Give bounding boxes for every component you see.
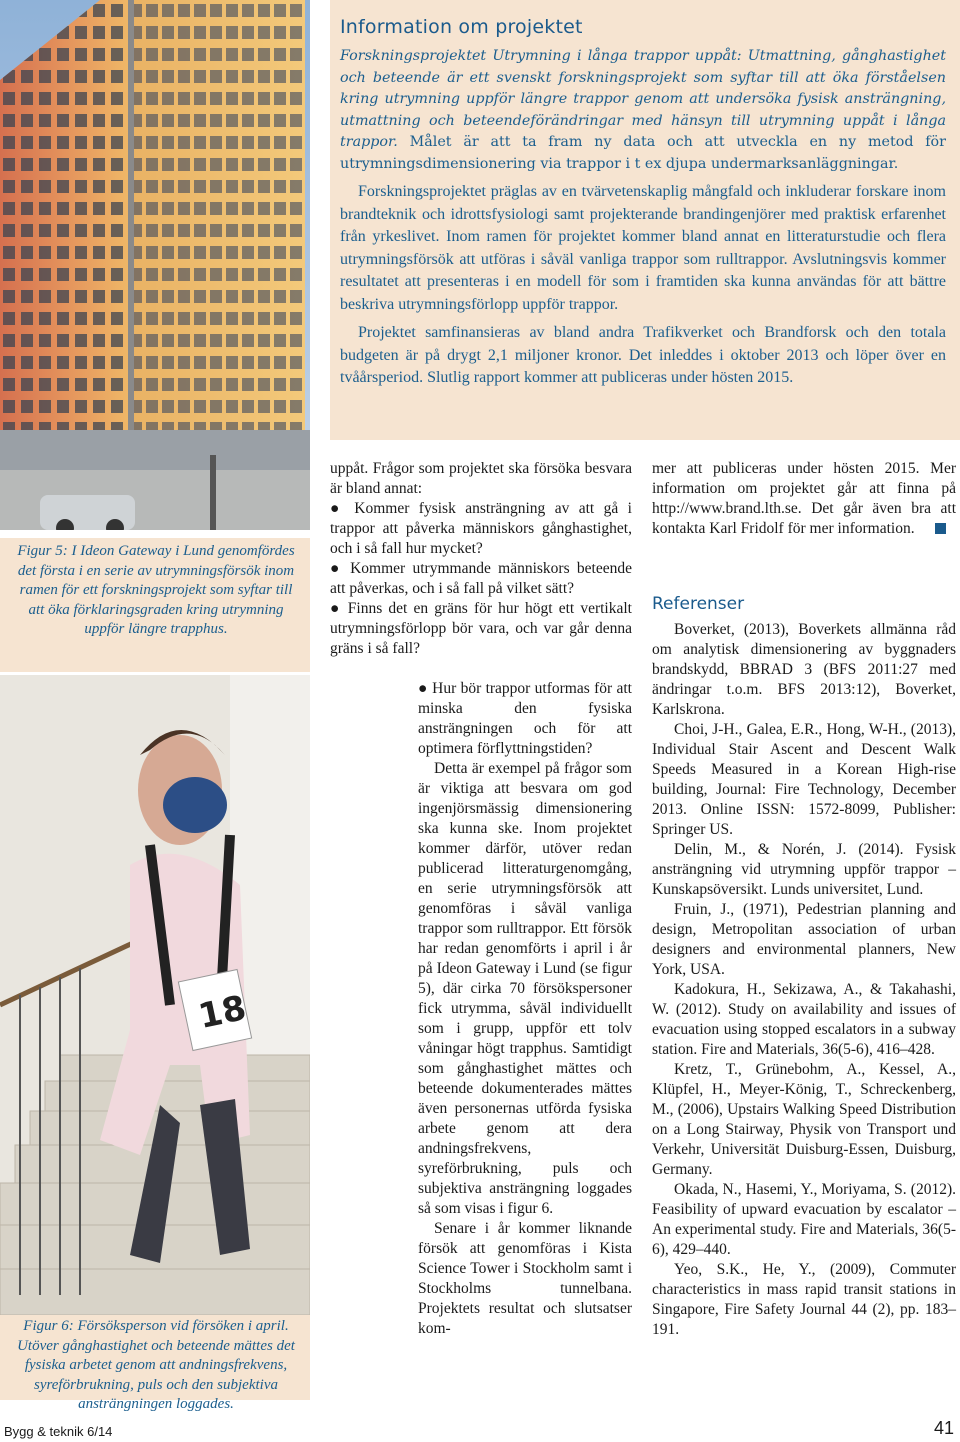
right-column-intro: [652, 459, 956, 539]
middle-column-bottom: [418, 679, 632, 1339]
info-paragraph-3: Projektet samfinansieras av bland andra Trafikverket och Brandforsk och den totala budgeten är på drygt 2,1 miljoner kronor. Det inleddes i oktober 2013 och löper över en tvåårsperiod. Slutlig rapport kommer att publiceras under hösten 2015.: [340, 324, 946, 386]
middle-paragraph-1: Detta är exempel på frågor som är viktiga att besvara om god ingenjörsmässig dimensionering ska kunna ske. Inom projektet kommer därför, utöver redan publicerad litteraturgenomgång, en serie utrymningsförsök att genomföras i såväl vanliga trappor som rulltrappor. Ett försök har redan genomförts i april i år på Ideon Gateway i Lund (se figur 5), där cirka 70 försökspersoner fick utrymma, såväl individuellt som i grupp, uppför ett tolv våningar högt trapphus. Samtidigt som gånghastighet mättes och beteende dokumenterades mättes även personernas utförda fysiska arbete genom att dera andningsfrekvens, syreförbrukning, puls och subjektiva ansträngning loggades så som visas i figur 6.: [418, 760, 632, 1217]
page-number: 41: [934, 1418, 955, 1438]
figure-5-caption: Figur 5: I Ideon Gateway i Lund genomfördes det första i en serie av utrymningsförsök inom ramen för ett forskningsprojekt som syftar till att öka förklaringsgraden kring utrymning uppför längre trapphus.: [17, 543, 295, 637]
bib-number: 18: [195, 988, 250, 1038]
references-list: [652, 620, 956, 1340]
reference-item: Yeo, S.K., He, Y., (2009), Commuter characteristics in mass rapid transit stations in Singapore, Fire Safety Journal 44 (2), pp. 183–191.: [652, 1261, 956, 1338]
question-2: ● Kommer utrymmande människors beteende att påverkas, och i så fall på vilket sätt?: [330, 559, 632, 599]
question-3: ● Finns det en gräns för hur högt ett vertikalt utrymningsförlopp bör vara, och var går denna gräns i så fall?: [330, 599, 632, 659]
references-title: Referenser: [652, 594, 745, 614]
right-intro: mer att publiceras under hösten 2015. Mer information om projektet går att finna på http://www.brand.lth.se. Det går även bra att kontakta Karl Fridolf för mer information.: [652, 460, 956, 537]
publication-footer: Bygg & teknik 6/14: [4, 1424, 113, 1439]
info-box-title: Information om projektet: [340, 16, 583, 38]
question-4: ● Hur bör trappor utformas för att minska den fysiska ansträngningen och för att optimera förflyttningstiden?: [418, 679, 632, 759]
reference-item: Delin, M., & Norén, J. (2014). Fysisk ansträngning vid utrymning uppför trappor – Kunskapsöversikt. Lunds universitet, Lund.: [652, 841, 956, 898]
building-photo: [0, 0, 310, 530]
middle-column-top: [330, 459, 632, 659]
reference-item: Boverket, (2013), Boverkets allmänna råd om analytisk dimensionering av byggnaders brandskydd, BBRAD 3 (BFS 2011:27 med ändringar t.o.m. BFS 2013:12), Boverket, Karlskrona.: [652, 621, 956, 718]
info-paragraph-1: Forskningsprojektet Utrymning i långa trappor uppåt: Utmattning, gånghastighet och beteende är ett svenskt forskningsprojekt som syftar till att öka förståelsen kring utrymning uppför längre trappor genom att undersöka fysisk ansträngning, utmattning och beteendeförändringar med hänsyn till utrymning uppåt i långa trappor. Målet är att ta fram ny data och att utveckla en ny metod för utrymningsdimensionering via trappor i t ex djupa undermarksanläggningar.: [340, 48, 946, 172]
question-1: ● Kommer fysisk ansträngning av att gå i trappor att påverka människors gånghastighet, och i så fall hur mycket?: [330, 499, 632, 559]
figure-5-caption-box: [0, 538, 310, 672]
reference-item: Okada, N., Hasemi, Y., Moriyama, S. (2012). Feasibility of upward evacuation by escalator – An experimental study. Fire and Materials, 36(5-6), 429–440.: [652, 1181, 956, 1258]
info-paragraph-2: Forskningsprojektet präglas av en tvärvetenskaplig mångfald och inkluderar forskare inom brandteknik och idrottsfysiologi samt projekterande brandingenjörer med praktisk erfarenhet från yrkeslivet. Inom ramen för projektet kommer bland annat en litteraturstudie och flera utrymningsförsök att utföras i såväl vanliga trappor som rulltrappor. Avslutningsvis kommer resultatet att presenteras i en modell för som i framtiden ska kunna användas för att bättre beskriva utrymningsförlopp uppför trappor.: [340, 183, 946, 313]
info-box-text: [340, 46, 946, 390]
end-mark-icon: [935, 523, 946, 534]
figure-6-caption: Figur 6: Försöksperson vid försöken i april. Utöver gånghastighet och beteende mättes det fysiska arbetet genom att andningsfrekvens, syreförbrukning, puls och den subjektiva ansträngningen loggades.: [17, 1318, 295, 1412]
stairs-photo: [0, 675, 310, 1315]
reference-item: Fruin, J., (1971), Pedestrian planning and design, Metropolitan association of urban designers and environmental planners, New York, USA.: [652, 901, 956, 978]
figure-6-caption-box: [0, 1315, 310, 1412]
middle-intro: uppåt. Frågor som projektet ska försöka besvara är bland annat:: [330, 460, 632, 497]
reference-item: Kretz, T., Grünebohm, A., Kessel, A., Klüpfel, H., Meyer-König, T., Schreckenberg, M., (2006), Upstairs Walking Speed Distribution on a Long Stairway, Physik von Transport und Verkehr, Universität Duisburg-Essen, Duisburg, Germany.: [652, 1061, 956, 1178]
reference-item: Choi, J-H., Galea, E.R., Hong, W-H., (2013), Individual Stair Ascent and Descent Walk Speeds Measured in a Korean High-rise building, Journal: Fire Technology, December 2013. Online ISSN: 1572-8099, Publisher: Springer US.: [652, 721, 956, 838]
reference-item: Kadokura, H., Sekizawa, A., & Takahashi, W. (2012). Study on availability and issues of evacuation using stopped escalators in a subway station. Fire and Materials, 36(5-6), 416–428.: [652, 981, 956, 1058]
middle-paragraph-2: Senare i år kommer liknande försök att genomföras i Kista Science Tower i Stockholm samt i Stockholms tunnelbana. Projektets resultat och slutsatser kom-: [418, 1220, 632, 1337]
